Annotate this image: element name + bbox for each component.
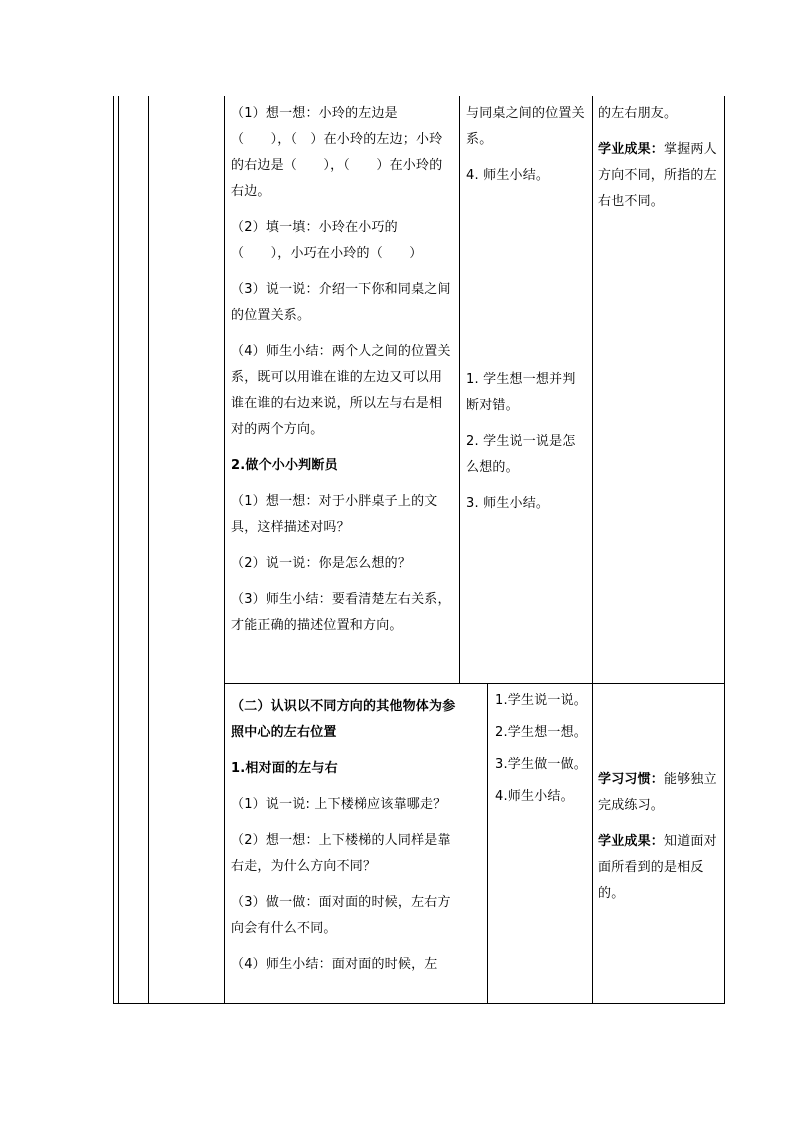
goal-text: 掌握两人方向不同，所指的左右也不同。 bbox=[598, 142, 717, 209]
table-column-divider-4 bbox=[592, 96, 593, 1003]
student-activity: 与同桌之间的位置关系。 bbox=[466, 106, 585, 147]
student-activity: 2.学生想一想。 bbox=[495, 725, 588, 740]
content-item: （2）想一想：上下楼梯的人同样是靠右走，为什么方向不同？ bbox=[231, 833, 451, 874]
content-cell-1 bbox=[231, 101, 454, 649]
student-cell-1-bottom bbox=[466, 367, 588, 527]
student-activity: 4. 师生小结。 bbox=[466, 168, 550, 183]
goal-outcome bbox=[598, 829, 720, 907]
content-cell-2 bbox=[231, 694, 457, 988]
student-activity: 4.师生小结。 bbox=[495, 789, 574, 804]
content-item: （3）师生小结：要看清楚左右关系，才能正确的描述位置和方向。 bbox=[231, 592, 451, 633]
goal-label: 学业成果： bbox=[598, 142, 665, 157]
content-item: （3）说一说：介绍一下你和同桌之间的位置关系。 bbox=[231, 282, 451, 323]
table-border-bottom bbox=[113, 1003, 725, 1004]
table-column-divider-3b bbox=[487, 683, 488, 1003]
student-activity: 3.学生做一做。 bbox=[495, 757, 588, 772]
goal-cell-2 bbox=[598, 767, 720, 917]
goal-text: 的左右朋友。 bbox=[598, 106, 678, 121]
content-item: （1）想一想：对于小胖桌子上的文具，这样描述对吗？ bbox=[231, 494, 438, 535]
content-subheading: 2.做个小小判断员 bbox=[231, 458, 338, 473]
student-activity: 2. 学生说一说是怎么想的。 bbox=[466, 434, 576, 475]
content-item: （2）说一说：你是怎么想的？ bbox=[231, 556, 412, 571]
section-heading: （二）认识以不同方向的其他物体为参照中心的左右位置 bbox=[231, 699, 456, 740]
student-activity: 1.学生说一说。 bbox=[495, 693, 588, 708]
student-activity: 3. 师生小结。 bbox=[466, 496, 550, 511]
table-column-divider-3 bbox=[459, 96, 460, 683]
content-subheading: 1.相对面的左与右 bbox=[231, 761, 338, 776]
table-border-right bbox=[724, 96, 725, 1003]
goal-label: 学业成果： bbox=[598, 834, 665, 849]
content-item: （4）师生小结：面对面的时候，左 bbox=[231, 957, 438, 972]
content-item: （1）说一说: 上下楼梯应该靠哪走？ bbox=[231, 797, 447, 812]
content-item: （1）想一想：小玲的左边是（ ），（ ）在小玲的左边；小玲的右边是（ ），（ ）在小玲的右边。 bbox=[231, 106, 443, 199]
student-cell-2 bbox=[495, 688, 590, 816]
goal-habit bbox=[598, 767, 720, 819]
goal-cell-1 bbox=[598, 101, 720, 225]
table-border-left-outer bbox=[113, 96, 114, 1003]
table-column-divider-1 bbox=[148, 96, 149, 1003]
goal-text: 知道面对面所看到的是相反的。 bbox=[598, 834, 717, 901]
goal-outcome bbox=[598, 137, 720, 215]
table-column-divider-2 bbox=[224, 96, 225, 1003]
table-border-left-inner bbox=[118, 96, 119, 1003]
table-row-divider bbox=[224, 683, 725, 684]
student-activity: 1. 学生想一想并判断对错。 bbox=[466, 372, 576, 413]
content-item: （3）做一做：面对面的时候，左右方向会有什么不同。 bbox=[231, 895, 451, 936]
content-item: （2）填一填：小玲在小巧的（ ），小巧在小玲的（ ） bbox=[231, 220, 423, 261]
content-item: （4）师生小结：两个人之间的位置关系，既可以用谁在谁的左边又可以用谁在谁的右边来说，所以左与右是相对的两个方向。 bbox=[231, 344, 451, 437]
student-cell-1-top bbox=[466, 101, 588, 199]
goal-text: 能够独立完成练习。 bbox=[598, 772, 717, 813]
goal-label: 学习习惯： bbox=[598, 772, 665, 787]
